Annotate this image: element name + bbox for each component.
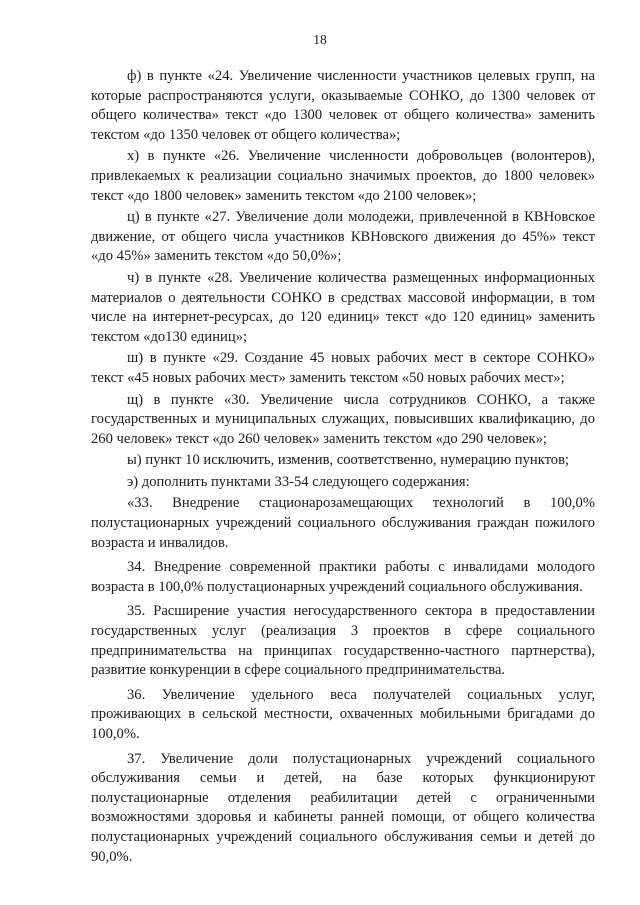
paragraph-item-36: 36. Увеличение удельного веса получателей социальных услуг, проживающих в сельской местности, охваченных мобильными бригадами до 100,0%. — [91, 686, 595, 742]
paragraph-kh: х) в пункте «26. Увеличение численности добровольцев (волонтеров), привлекаемых к реализации социально значимых проектов, до 1800 человек» текст «до 1800 человек» заменить текстом «до 2100 человек»; — [91, 148, 595, 204]
paragraph-y: ы) пункт 10 исключить, изменив, соответственно, нумерацию пунктов; — [127, 452, 570, 469]
paragraph-ts: ц) в пункте «27. Увеличение доли молодежи, привлеченной в КВНовское движение, от общего числа участников КВНовского движения до 45%» текст «до 45%» заменить текстом «до 50,0%»; — [91, 209, 595, 265]
paragraph-item-35: 35. Расширение участия негосударственного сектора в предоставлении государственных услуг (реализация 3 проектов в сфере социального предпринимательства на принципах государственно-частного партнерства), развитие конкуренции в сфере социального предпринимательства. — [91, 603, 595, 679]
paragraph-item-33: «33. Внедрение стационарозамещающих технологий в 100,0% полустационарных учреждений социального обслуживания граждан пожилого возраста и инвалидов. — [91, 495, 595, 551]
paragraph-e: э) дополнить пунктами 33-54 следующего содержания: — [127, 473, 470, 490]
document-body — [91, 67, 595, 869]
paragraph-f: ф) в пункте «24. Увеличение численности участников целевых групп, на которые распространяются услуги, оказываемые СОНКО, до 1300 человек от общего количества» текст «до 1300 человек от общего количества» заменить текстом «до 1350 человек от общего количества»; — [91, 68, 595, 143]
page-number: 18 — [313, 32, 327, 47]
paragraph-item-37: 37. Увеличение доли полустационарных учреждений социального обслуживания семьи и детей, на базе которых функционируют полустационарные отделения реабилитации детей с ограниченными возможностями здоровья и кабинеты ранней помощи, от общего количества полустационарных учреждений социального обслуживания семьи и детей до 90,0%. — [91, 750, 595, 865]
paragraph-sh: ш) в пункте «29. Создание 45 новых рабочих мест в секторе СОНКО» текст «45 новых рабочих мест» заменить текстом «50 новых рабочих мест»; — [91, 350, 595, 386]
paragraph-item-34: 34. Внедрение современной практики работы с инвалидами молодого возраста в 100,0% полустационарных учреждений социального обслуживания. — [91, 559, 595, 595]
paragraph-shch: щ) в пункте «30. Увеличение числа сотрудников СОНКО, а также государственных и муниципальных служащих, повысивших квалификацию, до 260 человек» текст «до 260 человек» заменить текстом «до 290 человек»; — [91, 391, 595, 447]
paragraph-ch: ч) в пункте «28. Увеличение количества размещенных информационных материалов о деятельности СОНКО в средствах массовой информации, в том числе на интернет-ресурсах, до 120 единиц» текст «до 120 единиц» заменить текстом «до130 единиц»; — [91, 269, 595, 345]
